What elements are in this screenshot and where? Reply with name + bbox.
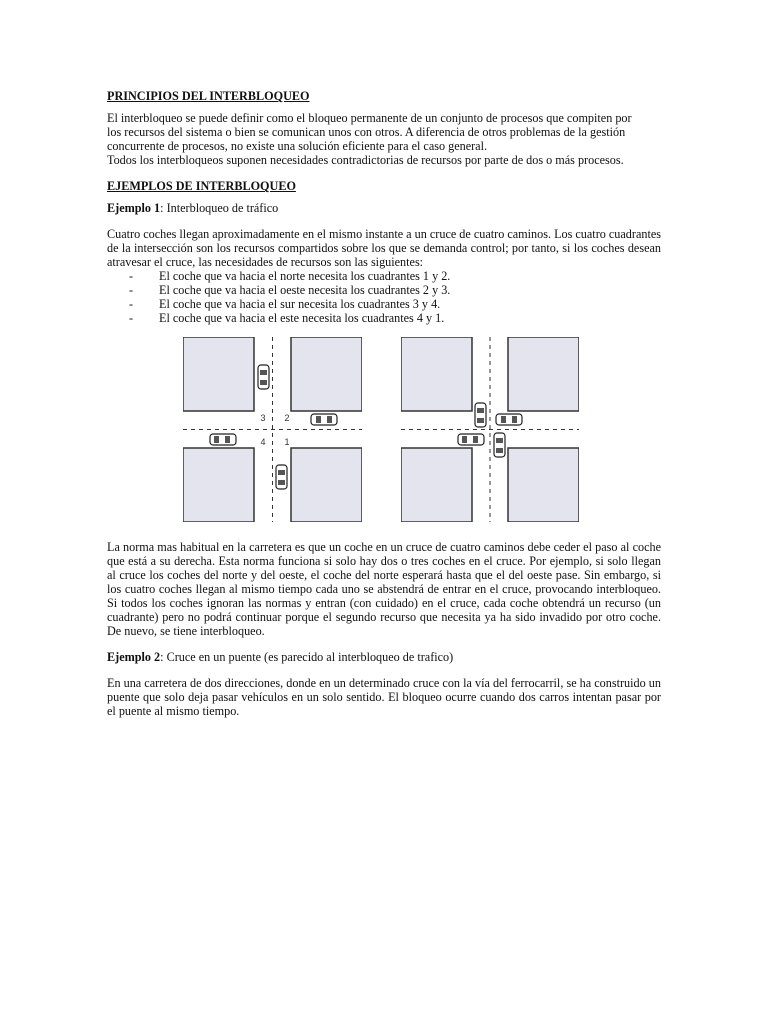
block-bottom-left [401,448,472,522]
list-item [107,283,661,297]
document-page [107,89,661,730]
car-westbound [311,414,337,425]
definition-line-1: El interbloqueo se puede definir como el bloqueo permanente de un conjunto de procesos que compiten por [107,111,632,125]
requirement-east: El coche que va hacia el este necesita los cuadrantes 4 y 1. [159,311,445,325]
figure-deadlock [401,337,579,522]
quadrant-label-1: 1 [284,437,290,447]
ejemplo1-title-text: : Interbloqueo de tráfico [160,201,279,215]
paragraph-definition [107,111,661,153]
definition-line-3: concurrente de procesos, no existe una solución eficiente para el caso general. [107,139,488,153]
paragraph-right-of-way: La norma mas habitual en la carretera es que un coche en un cruce de cuatro caminos debe ceder el paso al coche que está a su derecha. Esta norma funciona si solo hay dos o tres coches en el cruce. Por ejemplo, si solo llegan al cruce los coches del norte y del oeste, el coche del norte esperará hasta que el del oeste pase. Sin embargo, si los cuatro coches llegan al mismo tiempo cada uno se abstendrá de entrar en el cruce, provocando interbloqueo. Si todos los coches ignoran las normas y entran (con cuidado) en el cruce, cada coche obtendrá un recurso (un cuadrante) pero no podrá continuar porque el segundo recurso que necesita ya ha sido invadido por otro coche. De nuevo, se tiene interbloqueo. [107,540,661,638]
block-top-right [508,337,579,411]
car-southbound [258,365,269,389]
requirements-list [107,269,661,325]
car-eastbound [210,434,236,445]
ejemplo1-intro: Cuatro coches llegan aproximadamente en el mismo instante a un cruce de cuatro caminos. Los cuatro cuadrantes de la intersección son los recursos compartidos sobre los que se demanda control; por tanto, si los coches desean atravesar el cruce, las necesidades de recursos son las siguientes: [107,227,661,269]
quadrant-label-3: 3 [260,413,266,423]
definition-line-2: los recursos del sistema o bien se comunican unos con otros. A diferencia de otros problemas de la gestión [107,125,626,139]
block-top-right [291,337,362,411]
ejemplo1-label: Ejemplo 1 [107,201,161,215]
figure-cars-waiting [183,337,362,522]
quadrant-label-4: 4 [260,437,266,447]
requirement-south: El coche que va hacia el sur necesita los cuadrantes 3 y 4. [159,297,441,311]
ejemplo2-title-text: : Cruce en un puente (es parecido al interbloqueo de trafico) [160,650,454,664]
list-bullet: - [129,297,134,311]
intersection-diagram-waiting [183,337,362,522]
ejemplo1-title [107,201,661,215]
block-bottom-right [291,448,362,522]
block-bottom-right [508,448,579,522]
block-top-left [183,337,254,411]
list-bullet: - [129,283,134,297]
car-northbound [276,465,287,489]
block-top-left [401,337,472,411]
intersection-diagram-deadlock [401,337,579,522]
car-westbound-in-cross [496,414,522,425]
car-northbound-in-cross [494,433,505,457]
heading-principios: PRINCIPIOS DEL INTERBLOQUEO [107,89,310,103]
ejemplo2-title [107,650,661,664]
paragraph-contradictory-needs: Todos los interbloqueos suponen necesidades contradictorias de recursos por parte de dos o más procesos. [107,153,624,167]
intersection-figures [107,337,661,522]
requirement-west: El coche que va hacia el oeste necesita los cuadrantes 2 y 3. [159,283,451,297]
heading-ejemplos: EJEMPLOS DE INTERBLOQUEO [107,179,296,193]
car-southbound-in-cross [475,403,486,427]
list-item [107,269,661,283]
block-bottom-left [183,448,254,522]
car-eastbound-in-cross [458,434,484,445]
quadrant-label-2: 2 [284,413,290,423]
list-item [107,311,661,325]
list-bullet: - [129,269,134,283]
list-item [107,297,661,311]
ejemplo2-label: Ejemplo 2 [107,650,161,664]
requirement-north: El coche que va hacia el norte necesita los cuadrantes 1 y 2. [159,269,451,283]
paragraph-bridge: En una carretera de dos direcciones, donde en un determinado cruce con la vía del ferrocarril, se ha construido un puente que solo deja pasar vehículos en un solo sentido. El bloqueo ocurre cuando dos carros intentan pasar por el puente al mismo tiempo. [107,676,661,718]
list-bullet: - [129,311,134,325]
